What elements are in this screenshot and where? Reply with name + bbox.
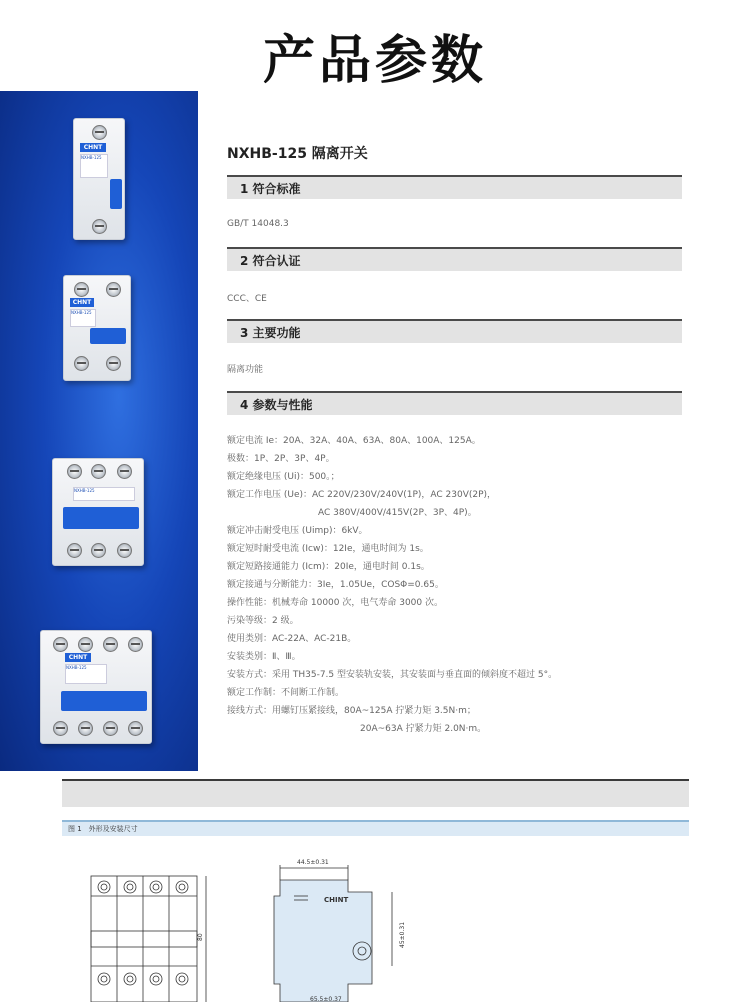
brand-logo: CHNT: [65, 653, 91, 662]
param-line: 污染等级：2 级。: [227, 616, 299, 626]
toggle-lever: [90, 328, 126, 344]
param-line: 额定工作电压 (Ue)：AC 220V/230V/240V(1P)，AC 230V(2P)，: [227, 490, 497, 500]
param-line: 安装类别：Ⅱ、Ⅲ。: [227, 652, 301, 662]
dimension-section-header: [62, 779, 689, 807]
param-line: 额定接通与分断能力：3Ie，1.05Ue，COSΦ=0.65。: [227, 580, 444, 590]
breaker-2p-image: [63, 275, 131, 381]
screw-icon: [78, 721, 93, 736]
breaker-4p-image: [40, 630, 152, 744]
breaker-3p-image: [52, 458, 144, 566]
screw-icon: [67, 464, 82, 479]
screw-icon: [91, 464, 106, 479]
screw-icon: [117, 464, 132, 479]
param-line: 极数：1P、2P、3P、4P。: [227, 454, 335, 464]
param-line: 额定冲击耐受电压 (Uimp)：6kV。: [227, 526, 368, 536]
screw-icon: [78, 637, 93, 652]
screw-icon: [103, 637, 118, 652]
front-view-drawing: [91, 876, 206, 1002]
screw-icon: [67, 543, 82, 558]
section-body-function: 隔离功能: [227, 365, 264, 375]
screw-icon: [53, 721, 68, 736]
screw-icon: [92, 219, 107, 234]
brand-logo: CHNT: [70, 298, 94, 307]
page-title: 产品参数: [262, 31, 487, 91]
param-line: 额定电流 Ie：20A、32A、40A、63A、80A、100A、125A。: [227, 436, 481, 446]
screw-icon: [74, 282, 89, 297]
product-image-panel: [0, 91, 198, 771]
product-title: NXHB-125 隔离开关: [227, 146, 368, 162]
param-line: 使用类别：AC-22A、AC-21B。: [227, 634, 357, 644]
dimension-drawing: [62, 836, 689, 1002]
screw-icon: [92, 125, 107, 140]
figure-caption: 图 1 外形及安装尺寸: [62, 822, 689, 836]
side-width-dimension: 44.5±0.31: [297, 859, 329, 866]
screw-icon: [128, 721, 143, 736]
screw-icon: [53, 637, 68, 652]
side-view-drawing: [274, 880, 372, 1002]
param-line: 额定短时耐受电流 (Icw)：12Ie，通电时间为 1s。: [227, 544, 429, 554]
section-body-standard: GB/T 14048.3: [227, 219, 289, 229]
param-line: 20A~63A 拧紧力矩 2.0N·m。: [360, 724, 487, 734]
screw-icon: [74, 356, 89, 371]
breaker-1p-image: [73, 118, 125, 240]
section-header-parameters: 4 参数与性能: [227, 391, 682, 415]
screw-icon: [117, 543, 132, 558]
model-label: NXHB-125: [65, 664, 107, 684]
screw-icon: [91, 543, 106, 558]
bottom-width-dimension: 65.5±0.37: [310, 996, 342, 1002]
section-header-certification: 2 符合认证: [227, 247, 682, 271]
toggle-lever: [63, 507, 139, 529]
model-label: NXHB-125: [70, 309, 96, 327]
front-height-dimension: 80: [197, 933, 204, 941]
screw-icon: [106, 356, 121, 371]
screw-icon: [103, 721, 118, 736]
side-brand-label: CHINT: [324, 896, 349, 904]
param-line: 额定短路接通能力 (Icm)：20Ie，通电时间 0.1s。: [227, 562, 430, 572]
toggle-lever: [61, 691, 147, 711]
model-label: NXHB-125: [73, 487, 135, 501]
section-body-certification: CCC、CE: [227, 294, 267, 304]
section-header-standard: 1 符合标准: [227, 175, 682, 199]
param-line: 额定工作制：不间断工作制。: [227, 688, 345, 698]
param-line: 安装方式：采用 TH35-7.5 型安装轨安装，其安装面与垂直面的倾斜度不超过 5°。: [227, 670, 558, 680]
brand-logo: CHNT: [80, 143, 106, 152]
side-height-dimension: 45±0.31: [399, 921, 406, 948]
param-line: 接线方式：用螺钉压紧接线，80A~125A 拧紧力矩 3.5N·m；: [227, 706, 476, 716]
model-label: NXHB-125: [80, 154, 108, 178]
screw-icon: [128, 637, 143, 652]
toggle-lever: [110, 179, 122, 209]
param-line: 额定绝缘电压 (Ui)：500。；: [227, 472, 340, 482]
param-line: 操作性能：机械寿命 10000 次，电气寿命 3000 次。: [227, 598, 443, 608]
section-header-function: 3 主要功能: [227, 319, 682, 343]
screw-icon: [106, 282, 121, 297]
param-line: AC 380V/400V/415V(2P、3P、4P)。: [318, 508, 477, 518]
dimension-figure: [62, 820, 689, 1002]
